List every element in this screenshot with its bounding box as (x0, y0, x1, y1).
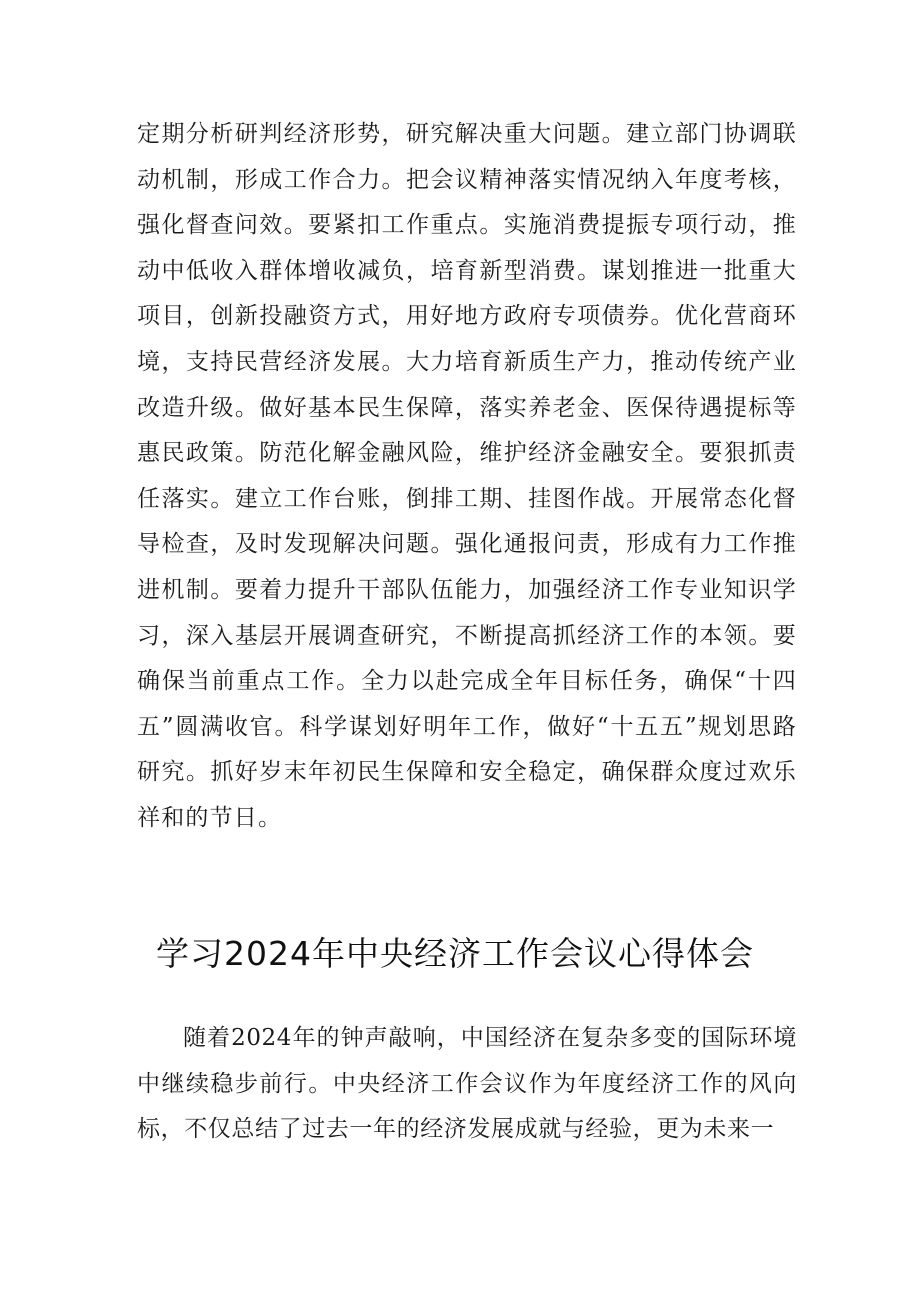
section-heading: 学习2024年中央经济工作会议心得体会 (156, 934, 754, 973)
intro-paragraph: 随着2024年的钟声敲响，中国经济在复杂多变的国际环境中继续稳步前行。中央经济工作会议作为年度经济工作的风向标，不仅总结了过去一年的经济发展成就与经验，更为未来一 (137, 1025, 797, 1142)
body-paragraph: 定期分析研判经济形势，研究解决重大问题。建立部门协调联动机制，形成工作合力。把会议精神落实情况纳入年度考核，强化督查问效。要紧扣工作重点。实施消费提振专项行动，推动中低收入群体增收减负，培育新型消费。谋划推进一批重大项目，创新投融资方式，用好地方政府专项债券。优化营商环境，支持民营经济发展。大力培育新质生产力，推动传统产业改造升级。做好基本民生保障，落实养老金、医保待遇提标等惠民政策。防范化解金融风险，维护经济金融安全。要狠抓责任落实。建立工作台账，倒排工期、挂图作战。开展常态化督导检查，及时发现解决问题。强化通报问责，形成有力工作推进机制。要着力提升干部队伍能力，加强经济工作专业知识学习，深入基层开展调查研究，不断提高抓经济工作的本领。要确保当前重点工作。全力以赴完成全年目标任务，确保“十四五”圆满收官。科学谋划好明年工作，做好“十五五”规划思路研究。抓好岁末年初民生保障和安全稳定，确保群众度过欢乐祥和的节日。 (137, 121, 797, 831)
